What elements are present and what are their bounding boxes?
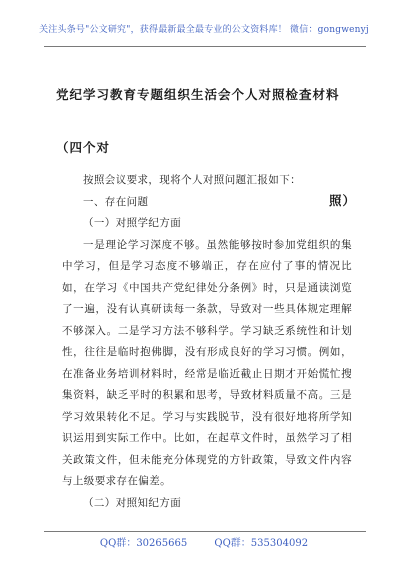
document-title-line2: 照） [328,193,356,208]
footer-qq-group-1: QQ群：30265665 [99,538,188,549]
footer-qq-group-2: QQ群：535304092 [214,538,309,549]
section-heading-problems: 一、存在问题 [83,195,149,208]
document-title-line1: 党纪学习教育专题组织生活会个人对照检查材料（四个对 [56,87,340,155]
subsection-heading-knowing: （二）对照知纪方面 [83,496,182,509]
subsection-heading-learning: （一）对照学纪方面 [83,217,182,229]
header-divider [44,46,366,47]
footer-divider [44,531,366,532]
header-banner: 关注头条号"公文研究"，获得最新最全最专业的公文资料库！ 微信：gongwenyj [39,25,369,35]
document-body [62,170,352,514]
intro-paragraph: 按照会议要求，现将个人对照问题汇报如下： [83,174,301,186]
footer-contact [0,534,408,549]
body-paragraph-learning: 一是理论学习深度不够。虽然能够按时参加党组织的集中学习，但是学习态度不够端正，存在应付了事的情况比如，在学习《中国共产党纪律处分条例》时，只是通读浏览了一遍，没有认真研读每一条款，导致对一些具体规定理解不够深入。二是学习方法不够科学。学习缺乏系统性和计划性，往往是临时抱佛脚，没有形成良好的学习习惯。例如，在准备业务培训材料时，经常是临近截止日期才开始慌忙搜集资料，缺乏平时的积累和思考，导致材料质量不高。三是学习效果转化不足。学习与实践脱节，没有很好地将所学知识运用到实际工作中。比如，在起草文件时，虽然学习了相关政策文件，但未能充分体现党的方针政策，导致文件内容与上级要求存在偏差。 [62,238,352,487]
